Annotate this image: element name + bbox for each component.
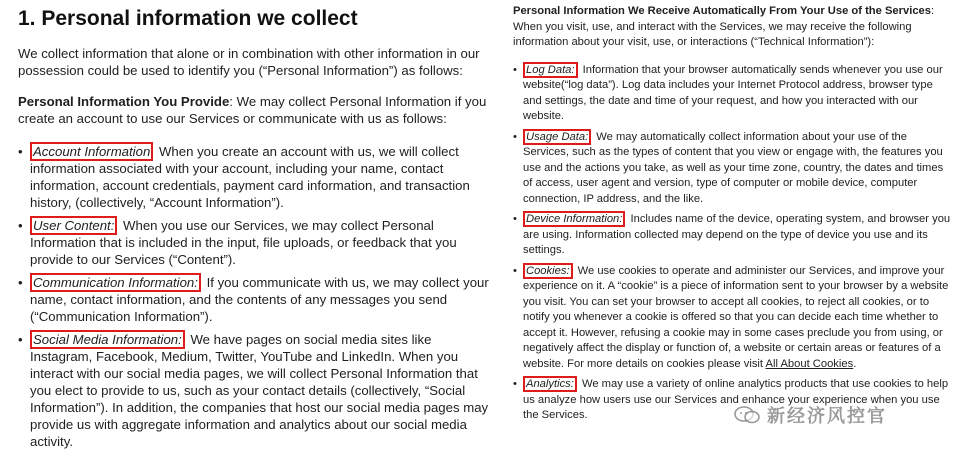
item-text: Information that your browser automatically sends whenever you use our website(“log data”). Log data includes your Internet Protocol address, browser type and settings, the date and time of your request, and how you interacted with our website. (523, 63, 943, 122)
term-usage-data: Usage Data: (523, 129, 591, 145)
item-text: When you use our Services, we may collect Personal Information that is included in the input, file uploads, or feedback that you provide to our Services (“Content”). (30, 218, 457, 267)
provided-info-list (18, 143, 496, 450)
list-item-log-data (513, 63, 953, 125)
term-cookies: Cookies: (523, 263, 573, 279)
provide-paragraph (18, 93, 496, 127)
bullet: • (513, 213, 517, 225)
item-text: We may use a variety of online analytics products that use cookies to help us analyze how users use our Services and enhance your experience when you use the Services. (523, 378, 949, 421)
term-user-content: User Content: (30, 216, 117, 235)
item-text: We have pages on social media sites like Instagram, Facebook, Medium, Twitter, YouTube and LinkedIn. When you interact with our social media pages, we will collect Personal Information that you elect to provide to us, such as your contact details (collectively, “Social Information”). In addition, the companies that host our social media pages may provide us with aggregate information and analytics about our social media activity. (30, 332, 489, 449)
list-item-device-information (513, 212, 953, 259)
provide-text: : We may collect Personal Information if you create an account to use our Services or communicate with us as follows: (18, 94, 487, 126)
term-account-information: Account Information (30, 142, 153, 161)
item-text: When you create an account with us, we will collect information associated with your account, including your name, contact information, account credentials, payment card information, and transaction history, (collectively, “Account Information”). (30, 144, 470, 210)
right-column (513, 0, 953, 429)
watermark-text: 新经济风控官 (767, 406, 887, 427)
intro-paragraph: We collect information that alone or in combination with other information in our possession could be used to identify you (“Personal Information”) as follows: (18, 46, 480, 78)
bullet: • (513, 130, 517, 143)
auto-paragraph (513, 4, 953, 51)
bullet: • (18, 218, 23, 233)
list-item-cookies (513, 264, 953, 373)
bullet: • (513, 378, 517, 390)
auto-text: : When you visit, use, and interact with the Services, we may receive the following information about your visit, use, or interactions (“Technical Information”): (513, 5, 935, 48)
auto-title: Personal Information We Receive Automatically From Your Use of the Services (513, 5, 931, 17)
bullet: • (513, 63, 517, 76)
bullet: • (18, 332, 23, 347)
bullet: • (513, 264, 517, 277)
watermark (733, 400, 933, 430)
term-analytics: Analytics: (523, 376, 577, 392)
wechat-icon (733, 405, 761, 425)
item-text: We use cookies to operate and administer our Services, and improve your experience on it. A “cookie” is a piece of information sent to your browser by a website you visit. You can set your browser to accept all cookies, to reject all cookies, or to notify you whenever a cookie is offered so that you can decide each time whether to accept it. However, refusing a cookie may in some cases preclude you from using, or negatively affect the display or function of, a website or certain areas or features of a website. For more details on cookies please visit (523, 264, 949, 370)
list-item-communication-information (18, 274, 496, 325)
item-text: If you communicate with us, we may collect your name, contact information, and the contents of any messages you send (“Communication Information”). (30, 275, 489, 324)
list-item-user-content (18, 217, 496, 268)
provide-title: Personal Information You Provide (18, 94, 230, 109)
list-item-social-media-information (18, 331, 496, 450)
item-text: Includes name of the device, operating system, and browser you are using. Information collected may depend on the type of device you use and its settings. (523, 213, 951, 256)
list-item-usage-data (513, 130, 953, 208)
term-social-media-information: Social Media Information: (30, 330, 185, 349)
term-log-data: Log Data: (523, 62, 578, 78)
left-column (18, 0, 496, 456)
term-device-information: Device Information: (523, 211, 625, 227)
list-item-account-information (18, 143, 496, 211)
bullet: • (18, 144, 23, 159)
bullet: • (18, 275, 23, 290)
all-about-cookies-link[interactable]: All About Cookies (765, 357, 854, 370)
term-communication-information: Communication Information: (30, 273, 201, 292)
item-text-end: . (853, 357, 857, 370)
section-heading: 1. Personal information we collect (18, 7, 358, 30)
technical-info-list (513, 63, 953, 424)
item-text: We may automatically collect information about your use of the Services, such as the types of content that you view or engage with, the features you use and the actions you take, as well as your time zone, country, the dates and times of access, user agent and version, type of computer or mobile device, computer connection, IP address, and the like. (523, 130, 944, 205)
